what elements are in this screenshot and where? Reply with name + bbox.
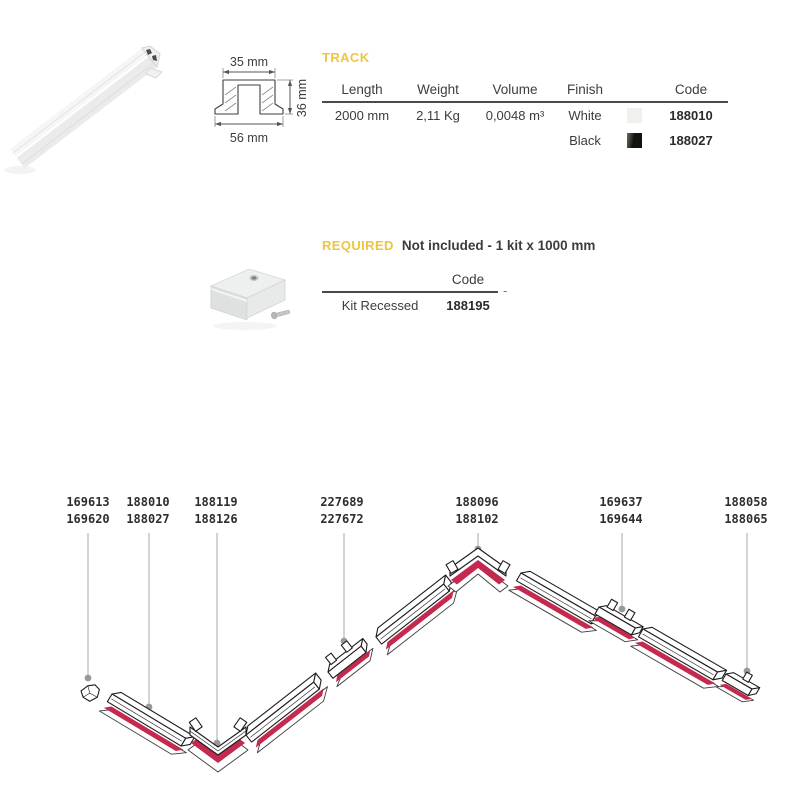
kit-table-row <box>322 293 498 317</box>
dim-height: 36 mm <box>295 78 309 118</box>
dim-width-top: 35 mm <box>229 55 269 69</box>
cell-length: 2000 mm <box>334 108 390 123</box>
kit-table-dash: - <box>503 283 508 298</box>
cell-empty <box>474 128 556 153</box>
cell-code-black: 188027 <box>669 133 713 148</box>
track-table-grid <box>322 82 730 153</box>
part-track-down-1 <box>99 688 195 761</box>
cell-finish-black: Black <box>569 133 601 148</box>
part-codes-connector-2: 169637 169644 <box>599 495 643 526</box>
required-section-heading <box>322 238 595 253</box>
required-note: Not included - 1 kit x 1000 mm <box>401 238 596 253</box>
black-finish-swatch <box>627 133 642 148</box>
cell-finish-white: White <box>568 108 602 123</box>
kit-table <box>322 272 498 317</box>
part-connector-2 <box>589 595 649 647</box>
part-track-down-2 <box>509 567 606 638</box>
cell-swatch-black <box>614 128 654 153</box>
track-section-title: TRACK <box>322 50 370 65</box>
col-header-code: Code <box>674 82 708 97</box>
kit-table-header <box>322 272 498 293</box>
components-diagram-drawing <box>0 480 800 800</box>
part-codes-end-cap: 188058 188065 <box>724 495 768 526</box>
track-product-photo <box>4 44 166 180</box>
components-diagram <box>0 480 800 800</box>
kit-item-code: 188195 <box>446 297 490 313</box>
part-corner-top <box>446 548 510 592</box>
col-header-finish: Finish <box>566 82 603 97</box>
col-header-swatch-spacer <box>614 82 654 101</box>
cell-swatch-white <box>614 103 654 128</box>
col-header-weight: Weight <box>417 82 459 97</box>
kit-recessed-photo <box>193 256 305 334</box>
cell-empty <box>322 128 402 153</box>
required-title: REQUIRED <box>322 238 394 253</box>
kit-screw <box>271 308 291 319</box>
cell-empty <box>402 128 474 153</box>
part-codes-connector-1: 227689 227672 <box>320 495 364 526</box>
cell-volume: 0,0048 m³ <box>485 108 545 123</box>
track-dimension-drawing <box>198 54 312 148</box>
kit-header-spacer <box>322 272 438 291</box>
white-finish-swatch <box>627 108 642 123</box>
cell-code-white: 188010 <box>669 108 713 123</box>
part-codes-end-feed: 169613 169620 <box>66 495 110 526</box>
kit-header-code: Code <box>451 272 485 287</box>
part-codes-corner-bottom: 188119 188126 <box>194 495 238 526</box>
part-connector-1 <box>318 631 377 687</box>
col-header-length: Length <box>341 82 383 97</box>
part-track-down-3 <box>631 623 728 694</box>
col-header-volume: Volume <box>492 82 538 97</box>
dim-width-bottom: 56 mm <box>229 131 269 145</box>
cell-weight: 2,11 Kg <box>416 108 460 123</box>
track-table <box>322 50 730 153</box>
kit-item-label: Kit Recessed <box>341 297 419 313</box>
part-end-feed <box>80 683 100 702</box>
part-codes-track: 188010 188027 <box>126 495 170 526</box>
part-track-up-1 <box>241 672 333 752</box>
part-codes-corner-top: 188096 188102 <box>455 495 499 526</box>
